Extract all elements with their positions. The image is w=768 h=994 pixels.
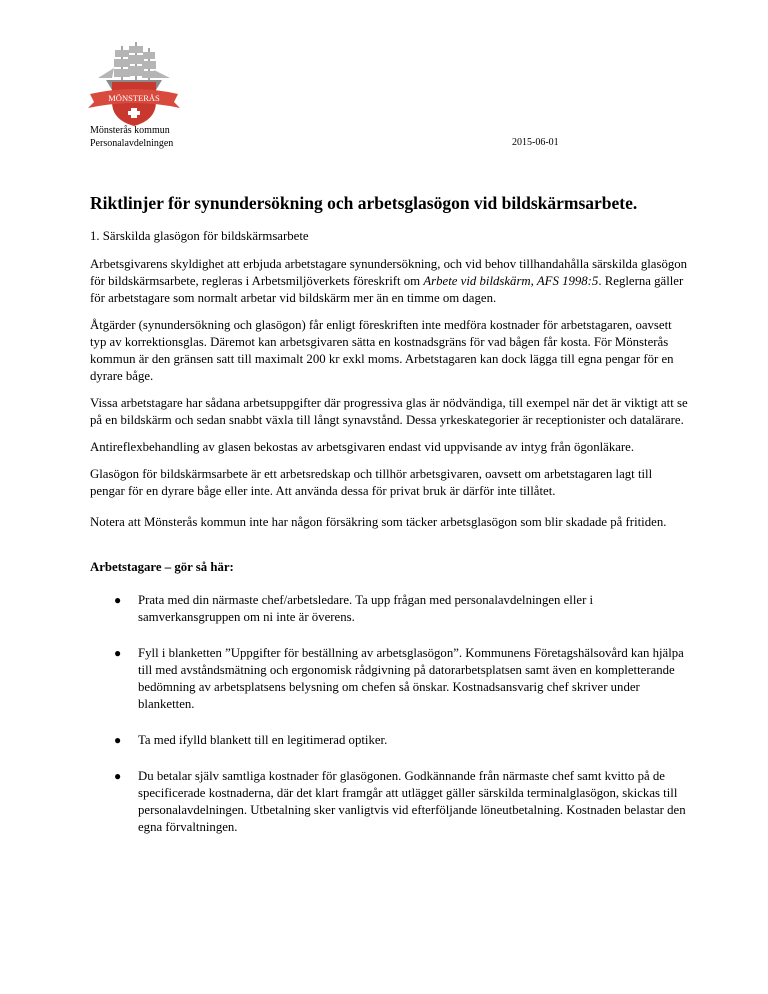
instruction-list [90, 592, 690, 836]
bullet-icon: ● [114, 733, 122, 747]
paragraph-costs: Åtgärder (synundersökning och glasögon) får enligt föreskriften inte medföra kostnader för arbetstagaren, oavsett typ av korrektionsglas. Däremot kan arbetsgivaren sätta en kostnadsgräns för vad bågen får kosta. För Mönsterås kommun är den gränsen satt till maximalt 200 kr exkl moms. Arbetstagaren kan dock lägga till egna pengar för en dyrare båge. [90, 318, 674, 383]
regulation-reference: Arbete vid bildskärm, AFS 1998:5 [423, 274, 599, 288]
document-body [90, 256, 690, 855]
paragraph-progressive-lenses: Vissa arbetstagare har sådana arbetsuppgifter där progressiva glas är nödvändiga, till exempel när det är viktigt att se på en bildskärm och sedan snabbt växla till långt synavstånd. Dessa yrkeskategorier är receptionister och datalärare. [90, 396, 688, 427]
list-item: ● Du betalar själv samtliga kostnader för glasögonen. Godkännande från närmaste chef samt kvitto på de specificerade kostnaderna, där det klart framgår att utlägget gäller särskilda terminalglasögon, skickas till personalavdelningen. Utbetalning sker vanligtvis vid efterföljande löneutbetalning. Kostnaden belastar den egna förvaltningen. [114, 769, 686, 834]
list-item: ● Ta med ifylld blankett till en legitimerad optiker. [114, 733, 388, 747]
paragraph-insurance: Notera att Mönsterås kommun inte har någon försäkring som täcker arbetsglasögon som blir skadade på fritiden. [90, 515, 667, 529]
bullet-icon: ● [114, 593, 122, 607]
document-title: Riktlinjer för synundersökning och arbetsglasögon vid bildskärmsarbete. [90, 193, 638, 213]
list-item: ● Prata med din närmaste chef/arbetsledare. Ta upp frågan med personalavdelningen eller i samverkansgruppen om ni inte är överens. [114, 593, 594, 624]
howto-heading: Arbetstagare – gör så här: [90, 560, 234, 574]
logo-text: MÖNSTERÅS [108, 93, 160, 103]
paragraph-antireflex: Antireflexbehandling av glasen bekostas av arbetsgivaren endast vid uppvisande av intyg från ögonläkare. [90, 440, 635, 454]
document-date: 2015-06-01 [512, 137, 559, 148]
municipality-logo [84, 40, 184, 126]
department-name: Personalavdelningen [90, 138, 174, 149]
list-item: ● Fyll i blanketten ”Uppgifter för beställning av arbetsglasögon”. Kommunens Företagshälsovård kan hjälpa till med avståndsmätning och ergonomisk rådgivning på datorarbetsplatsen samt även en kompletterande bedömning av arbetsplatsens belysning om chefen så önskar. Kostnadsansvarig chef skriver under blanketten. [114, 646, 684, 711]
section-heading: 1. Särskilda glasögon för bildskärmsarbete [90, 229, 309, 243]
organization-block [90, 124, 173, 150]
bullet-icon: ● [114, 646, 122, 660]
bullet-icon: ● [114, 769, 122, 783]
paragraph-regulation: Arbetsgivarens skyldighet att erbjuda arbetstagare synundersökning, och vid behov tillhandahålla särskilda glasögon för bildskärmsarbete, regleras i Arbetsmiljöverkets föreskrift om Arbete vid bildskärm, AFS 1998:5. Reglerna gäller för arbetstagare som normalt arbetar vid bildskärm mer än en timme om dagen. [90, 257, 688, 305]
org-name: Mönsterås kommun [90, 125, 170, 136]
paragraph-ownership: Glasögon för bildskärmsarbete är ett arbetsredskap och tillhör arbetsgivaren, oavsett om arbetstagaren lagt till pengar för en dyrare båge eller inte. Att använda dessa för privat bruk är därför inte tillåtet. [90, 467, 653, 498]
